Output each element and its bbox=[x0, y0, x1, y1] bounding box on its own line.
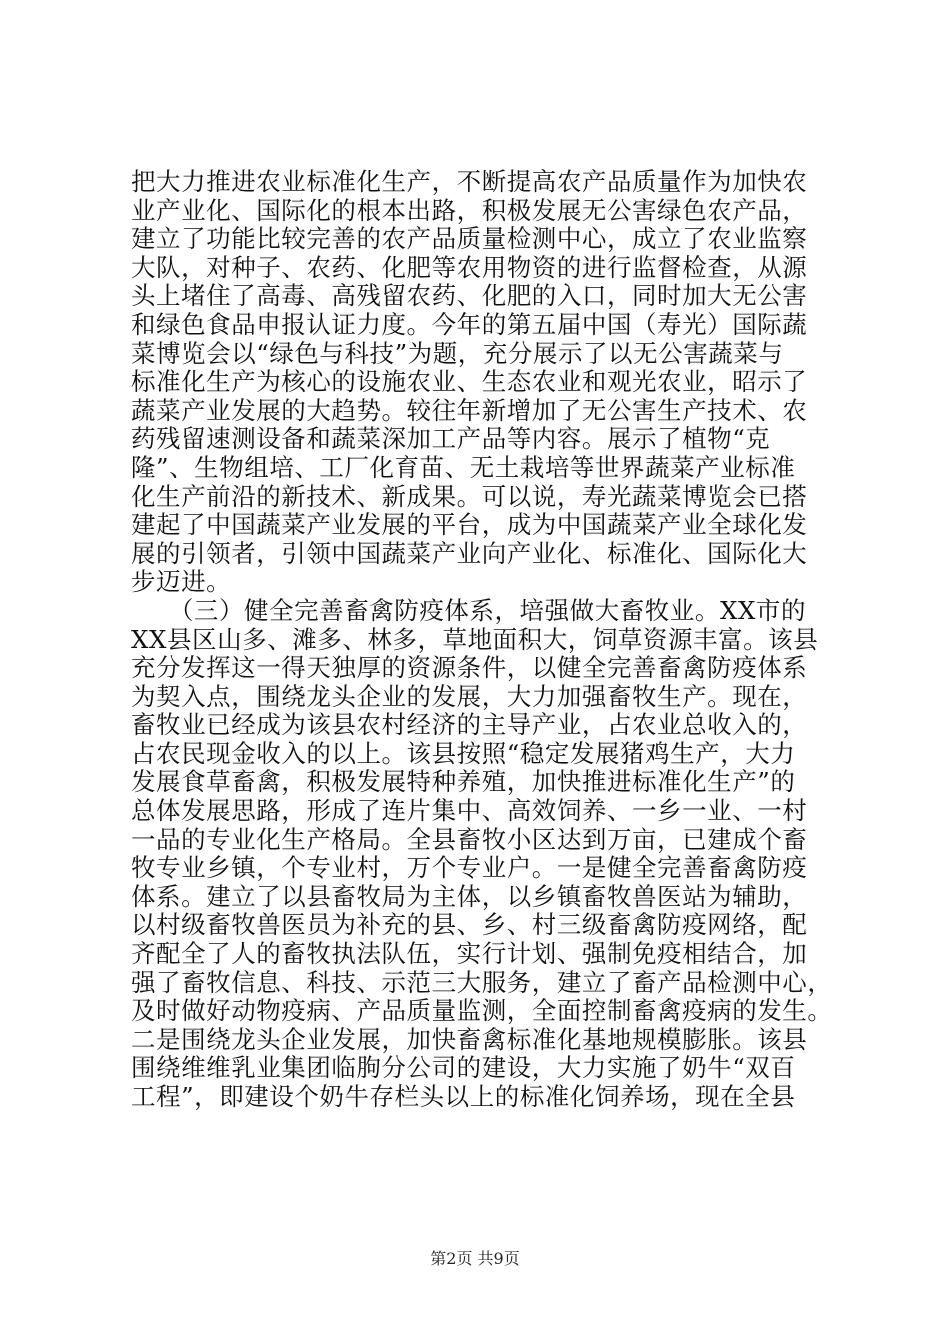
text-line: 围绕维维乳业集团临朐分公司的建设，大力实施了奶牛“双百 bbox=[131, 1053, 796, 1083]
text-line: 体系。建立了以县畜牧局为主体，以乡镇畜牧兽医站为辅助， bbox=[131, 881, 808, 911]
text-line: 二是围绕龙头企业发展，加快畜禽标准化基地规模膨胀。该县 bbox=[131, 1024, 808, 1054]
text-line: 菜博览会以“绿色与科技”为题，充分展示了以无公害蔬菜与 bbox=[131, 338, 784, 368]
text-line: 总体发展思路，形成了连片集中、高效饲养、一乡一业、一村 bbox=[131, 796, 808, 826]
text-line: 强了畜牧信息、科技、示范三大服务，建立了畜产品检测中心， bbox=[131, 967, 833, 997]
text-line: 占农民现金收入的以上。该县按照“稳定发展猪鸡生产，大力 bbox=[131, 738, 796, 768]
text-line: 以村级畜牧兽医员为补充的县、乡、村三级畜禽防疫网络，配 bbox=[131, 910, 808, 940]
text-line: 畜牧业已经成为该县农村经济的主导产业，占农业总收入的， bbox=[131, 710, 808, 740]
text-line: XX县区山多、滩多、林多，草地面积大，饲草资源丰富。该县 bbox=[131, 624, 819, 654]
document-body bbox=[131, 168, 831, 1112]
text-line: 牧专业乡镇，个专业村，万个专业户。一是健全完善畜禽防疫 bbox=[131, 853, 808, 883]
text-line: 和绿色食品申报认证力度。今年的第五届中国（寿光）国际蔬 bbox=[131, 309, 808, 339]
text-line: 齐配全了人的畜牧执法队伍，实行计划、强制免疫相结合，加 bbox=[131, 939, 808, 969]
text-line: 发展食草畜禽，积极发展特种养殖，加快推进标准化生产”的 bbox=[131, 767, 796, 797]
text-line: 充分发挥这一得天独厚的资源条件，以健全完善畜禽防疫体系 bbox=[131, 653, 808, 683]
text-line: 步迈进。 bbox=[131, 567, 232, 597]
text-line: 蔬菜产业发展的大趋势。较往年新增加了无公害生产技术、农 bbox=[131, 395, 808, 425]
text-line: 业产业化、国际化的根本出路，积极发展无公害绿色农产品， bbox=[131, 195, 808, 225]
section-heading-line: （三）健全完善畜禽防疫体系，培强做大畜牧业。XX市的 bbox=[131, 595, 807, 625]
text-line: 一品的专业化生产格局。全县畜牧小区达到万亩，已建成个畜 bbox=[131, 824, 808, 854]
text-line: 为契入点，围绕龙头企业的发展，大力加强畜牧生产。现在， bbox=[131, 681, 808, 711]
text-line: 大队，对种子、农药、化肥等农用物资的进行监督检查，从源 bbox=[131, 252, 808, 282]
text-line: 化生产前沿的新技术、新成果。可以说，寿光蔬菜博览会已搭 bbox=[131, 481, 808, 511]
page-number-footer: 第2页 共9页 bbox=[430, 1249, 520, 1268]
text-line: 把大力推进农业标准化生产，不断提高农产品质量作为加快农 bbox=[131, 167, 808, 196]
text-line: 建立了功能比较完善的农产品质量检测中心，成立了农业监察 bbox=[131, 224, 808, 254]
text-line: 标准化生产为核心的设施农业、生态农业和观光农业，昭示了 bbox=[131, 367, 808, 397]
text-line: 建起了中国蔬菜产业发展的平台，成为中国蔬菜产业全球化发 bbox=[131, 510, 808, 540]
text-line: 头上堵住了高毒、高残留农药、化肥的入口，同时加大无公害 bbox=[131, 281, 808, 311]
text-line: 及时做好动物疫病、产品质量监测，全面控制畜禽疫病的发生。 bbox=[131, 996, 833, 1026]
text-line: 药残留速测设备和蔬菜深加工产品等内容。展示了植物“克 bbox=[131, 424, 771, 454]
text-line: 展的引领者，引领中国蔬菜产业向产业化、标准化、国际化大 bbox=[131, 538, 808, 568]
text-line: 隆”、生物组培、工厂化育苗、无土栽培等世界蔬菜产业标准 bbox=[131, 452, 796, 482]
text-line: 工程”，即建设个奶牛存栏头以上的标准化饲养场，现在全县 bbox=[131, 1082, 796, 1111]
